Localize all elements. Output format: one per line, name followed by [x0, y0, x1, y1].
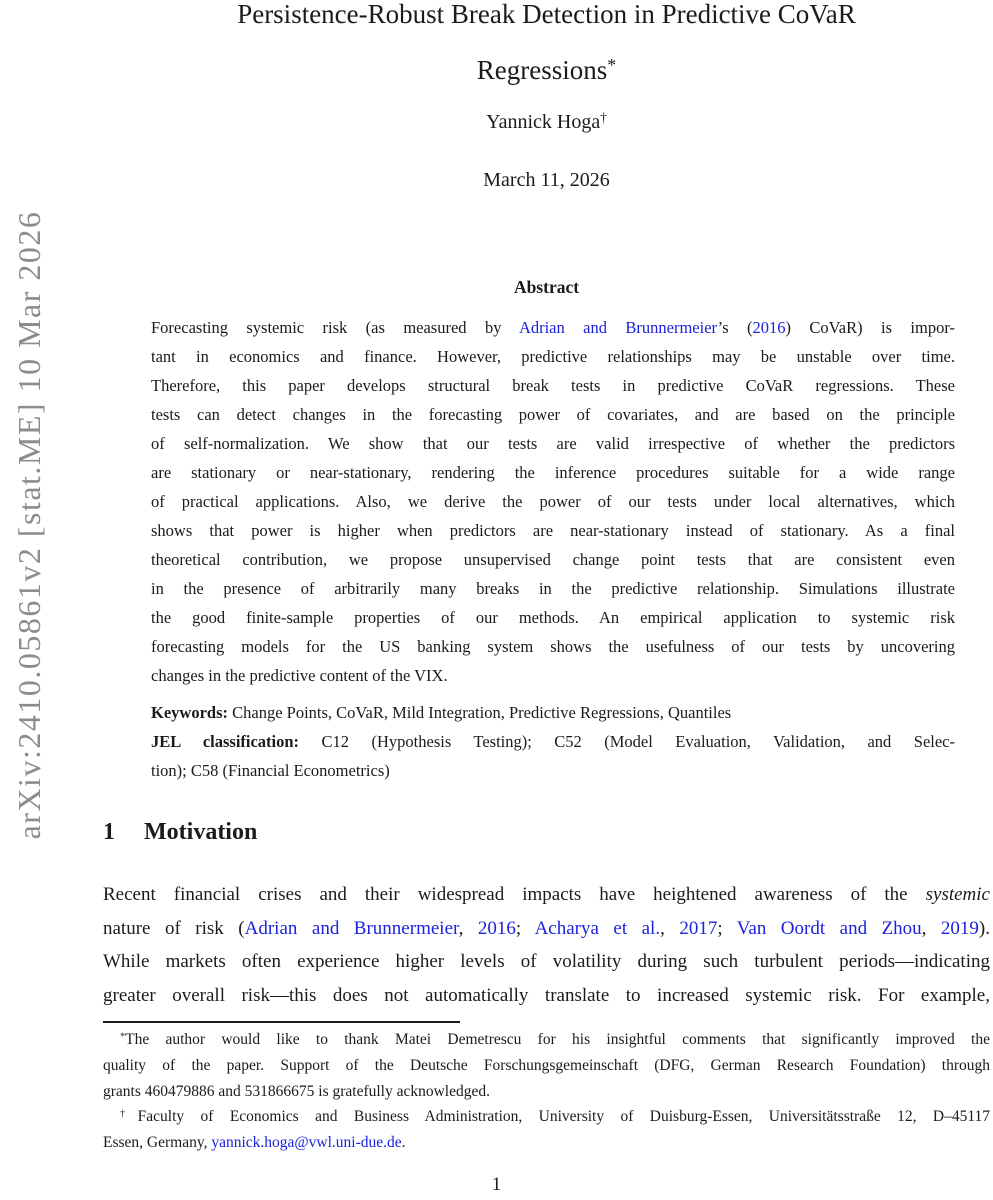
author-name: Yannick Hoga: [486, 111, 601, 133]
text-segment: in the presence of arbitrarily many breaks in the predictive relationship. Simulations illustrate: [151, 579, 955, 598]
text-segment: systemic: [925, 884, 990, 905]
citation-link[interactable]: Adrian and Brunnermeier: [244, 917, 459, 939]
text-segment: quality of the paper. Support of the Deutsche Forschungsgemeinschaft (DFG, German Research Foundation) through: [103, 1056, 990, 1074]
text-segment: ;: [515, 917, 535, 939]
text-segment: Keywords:: [151, 703, 228, 722]
citation-link[interactable]: Van Oordt and Zhou: [736, 917, 922, 939]
text-line: [103, 878, 990, 912]
text-line: [151, 574, 955, 603]
text-segment: Forecasting systemic risk (as measured by: [151, 318, 519, 337]
text-line: [151, 371, 955, 400]
text-segment: ,: [458, 917, 478, 939]
text-segment: shows that power is higher when predictors are near-stationary instead of stationary. As a final: [151, 521, 955, 540]
text-segment: ).: [978, 917, 990, 939]
author-footnote-marker: †: [600, 110, 607, 126]
text-line: [151, 756, 955, 785]
text-line: [151, 313, 955, 342]
text-segment: tests can detect changes in the forecasting power of covariates, and are based on the principle: [151, 405, 955, 424]
text-segment: greater overall risk—this does not automatically translate to increased systemic risk. For example,: [103, 984, 990, 1006]
text-segment: are stationary or near-stationary, rendering the inference procedures suitable for a wide range: [151, 463, 955, 482]
text-line: [103, 1053, 990, 1079]
text-line: [151, 661, 955, 690]
text-segment: ) CoVaR) is impor-: [785, 318, 955, 337]
text-segment: While markets often experience higher levels of volatility during such turbulent periods—indicating: [103, 951, 990, 972]
text-segment: JEL classification:: [151, 732, 300, 751]
text-line: [151, 342, 955, 371]
text-segment: Recent financial crises and their widespread impacts have heightened awareness of the: [103, 884, 926, 905]
citation-link[interactable]: 2016: [477, 917, 516, 939]
text-line: [151, 698, 955, 727]
text-segment: of practical applications. Also, we derive the power of our tests under local alternatives, which: [151, 492, 955, 511]
text-line: [151, 727, 955, 756]
page-number: 1: [491, 1174, 502, 1195]
text-segment: grants 460479886 and 531866675 is gratefully acknowledged.: [103, 1082, 490, 1100]
text-segment: theoretical contribution, we propose unsupervised change point tests that are consistent even: [151, 550, 955, 569]
email-link[interactable]: yannick.hoga@vwl.uni-due.de: [211, 1134, 402, 1152]
text-line: [103, 945, 990, 979]
citation-link[interactable]: 2017: [679, 917, 718, 939]
text-line: [103, 1130, 990, 1156]
citation-link[interactable]: Acharya et al.: [534, 917, 661, 939]
citation-link[interactable]: 2016: [752, 318, 786, 337]
text-line: [151, 458, 955, 487]
text-segment: tant in economics and finance. However, predictive relationships may be unstable over time.: [151, 347, 955, 366]
text-line: [103, 912, 990, 946]
section-heading: [103, 819, 257, 846]
text-line: [151, 400, 955, 429]
author: [103, 111, 990, 134]
citation-link[interactable]: Adrian and Brunnermeier: [518, 318, 718, 337]
abstract-heading: Abstract: [513, 277, 580, 297]
affiliation-footnote-marker: †: [120, 1108, 138, 1120]
text-line: [151, 487, 955, 516]
text-segment: .: [401, 1134, 406, 1152]
paper-title-text: Regressions: [476, 55, 608, 85]
text-segment: ,: [921, 917, 941, 939]
abstract-body: [151, 313, 955, 690]
title-footnote-marker: *: [607, 54, 617, 75]
text-segment: the good finite-sample properties of our methods. An empirical application to systemic risk: [151, 608, 955, 627]
text-segment: ;: [717, 917, 737, 939]
text-segment: of self-normalization. We show that our tests are valid irrespective of whether the predictors: [151, 434, 955, 453]
text-segment: Faculty of Economics and Business Administration, University of Duisburg-Essen, Universitätsstraße 12, D–45117: [137, 1108, 990, 1126]
text-line: [151, 632, 955, 661]
footnote-rule: [103, 1021, 460, 1023]
paper-date: March 11, 2026: [483, 169, 610, 191]
arxiv-watermark: arXiv:2410.05861v2 [stat.ME] 10 Mar 2026: [11, 210, 47, 840]
text-segment: Therefore, this paper develops structural break tests in predictive CoVaR regressions. These: [151, 376, 955, 395]
text-segment: nature of risk (: [103, 917, 245, 939]
paper-title-line-2: [103, 54, 990, 86]
text-line: [151, 545, 955, 574]
thanks-footnote-marker: *: [120, 1031, 126, 1043]
text-segment: The author would like to thank Matei Demetrescu for his insightful comments that significantly improved the: [125, 1031, 990, 1048]
text-line: [103, 1104, 990, 1130]
text-line: [151, 603, 955, 632]
text-segment: Change Points, CoVaR, Mild Integration, Predictive Regressions, Quantiles: [228, 703, 732, 722]
paper-title-line-1: Persistence-Robust Break Detection in Predictive CoVaR: [237, 0, 856, 29]
section-title: Motivation: [144, 819, 258, 845]
section-number: 1: [103, 819, 115, 845]
text-segment: changes in the predictive content of the VIX.: [151, 666, 448, 685]
text-segment: ’s (: [717, 318, 753, 337]
body-paragraph: [103, 878, 990, 1012]
text-segment: C12 (Hypothesis Testing); C52 (Model Evaluation, Validation, and Selec-: [299, 732, 956, 751]
text-line: [103, 1027, 990, 1053]
footnotes: [103, 1027, 990, 1156]
text-line: [103, 1079, 990, 1105]
text-line: [151, 516, 955, 545]
text-segment: ,: [660, 917, 680, 939]
keywords-block: [151, 698, 955, 785]
text-line: [151, 429, 955, 458]
text-segment: forecasting models for the US banking system shows the usefulness of our tests by uncovering: [151, 637, 955, 656]
text-segment: tion); C58 (Financial Econometrics): [151, 761, 390, 780]
text-segment: Essen, Germany,: [103, 1134, 212, 1152]
citation-link[interactable]: 2019: [940, 917, 979, 939]
text-line: [103, 979, 990, 1013]
